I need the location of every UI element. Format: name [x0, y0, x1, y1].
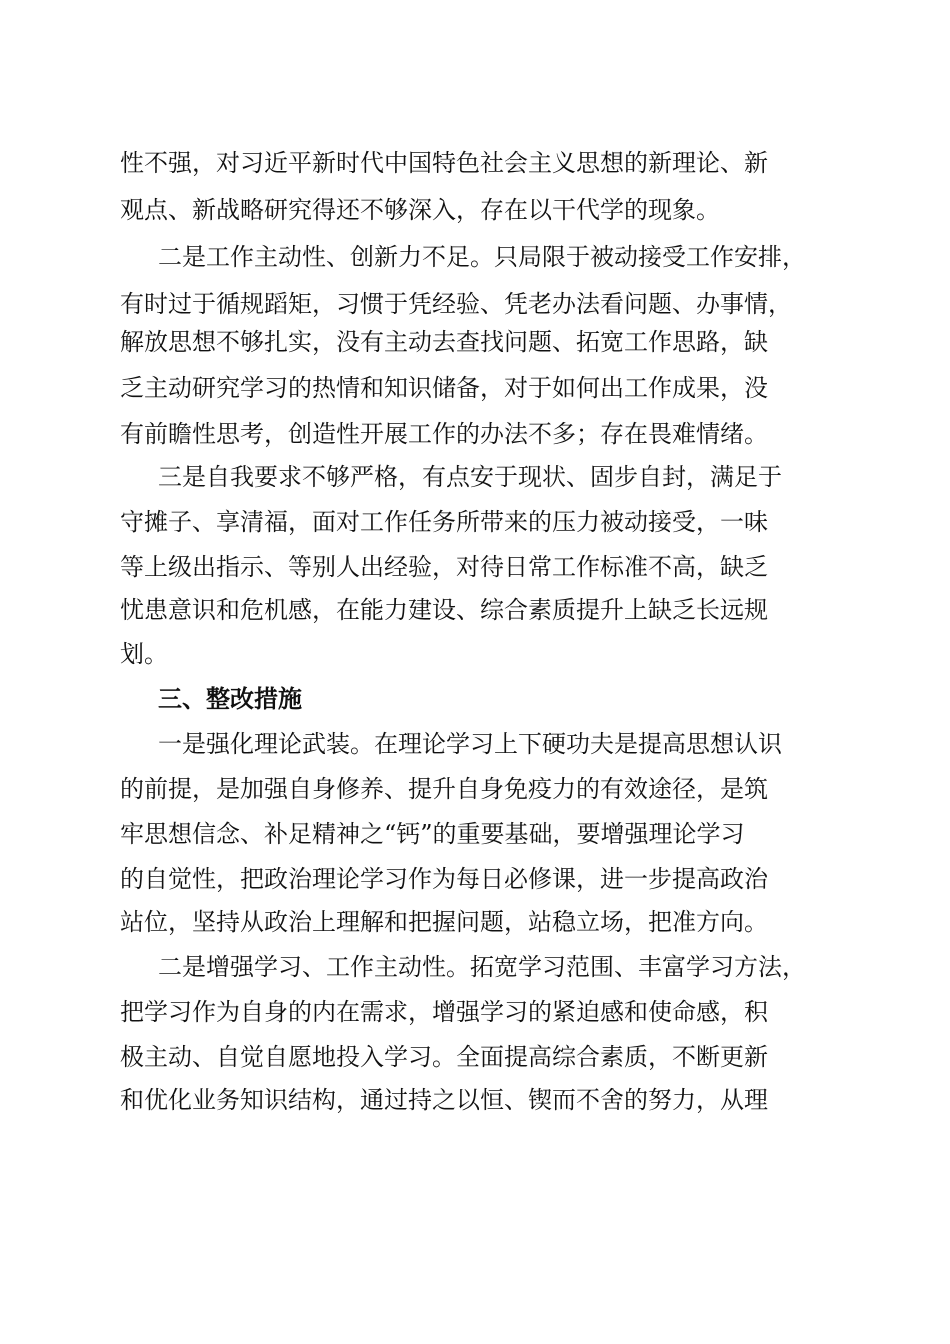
paragraph-start-line: 二是工作主动性、创新力不足。只局限于被动接受工作安排，: [158, 243, 806, 271]
text-line: 等上级出指示、等别人出经验，对待日常工作标准不高，缺乏: [120, 553, 768, 581]
text-line: 有前瞻性思考，创造性开展工作的办法不多；存在畏难情绪。: [120, 420, 768, 448]
text-line: 乏主动研究学习的热情和知识储备，对于如何出工作成果，没: [120, 374, 768, 402]
text-line: 解放思想不够扎实，没有主动去查找问题、拓宽工作思路，缺: [120, 328, 768, 356]
text-line: 牢思想信念、补足精神之“钙”的重要基础，要增强理论学习: [120, 820, 745, 848]
text-line: 的自觉性，把政治理论学习作为每日必修课，进一步提高政治: [120, 865, 768, 893]
text-line: 把学习作为自身的内在需求，增强学习的紧迫感和使命感，积: [120, 998, 768, 1026]
text-line: 站位，坚持从政治上理解和把握问题，站稳立场，把准方向。: [120, 908, 768, 936]
paragraph-start-line: 一是强化理论武装。在理论学习上下硬功夫是提高思想认识: [158, 730, 782, 758]
text-line: 性不强，对习近平新时代中国特色社会主义思想的新理论、新: [120, 149, 768, 177]
paragraph-start-line: 二是增强学习、工作主动性。拓宽学习范围、丰富学习方法，: [158, 953, 806, 981]
text-line: 观点、新战略研究得还不够深入，存在以干代学的现象。: [120, 196, 720, 224]
paragraph-start-line: 三是自我要求不够严格，有点安于现状、固步自封，满足于: [158, 463, 782, 491]
text-line: 有时过于循规蹈矩，习惯于凭经验、凭老办法看问题、办事情，: [120, 290, 792, 318]
text-line: 守摊子、享清福，面对工作任务所带来的压力被动接受，一味: [120, 508, 768, 536]
text-line: 忧患意识和危机感，在能力建设、综合素质提升上缺乏长远规: [120, 596, 768, 624]
text-line: 划。: [120, 640, 168, 668]
text-line: 极主动、自觉自愿地投入学习。全面提高综合素质，不断更新: [120, 1043, 768, 1071]
text-line: 的前提，是加强自身修养、提升自身免疫力的有效途径，是筑: [120, 775, 768, 803]
text-line: 和优化业务知识结构，通过持之以恒、锲而不舍的努力，从理: [120, 1086, 768, 1114]
section-heading: 三、整改措施: [158, 685, 302, 713]
